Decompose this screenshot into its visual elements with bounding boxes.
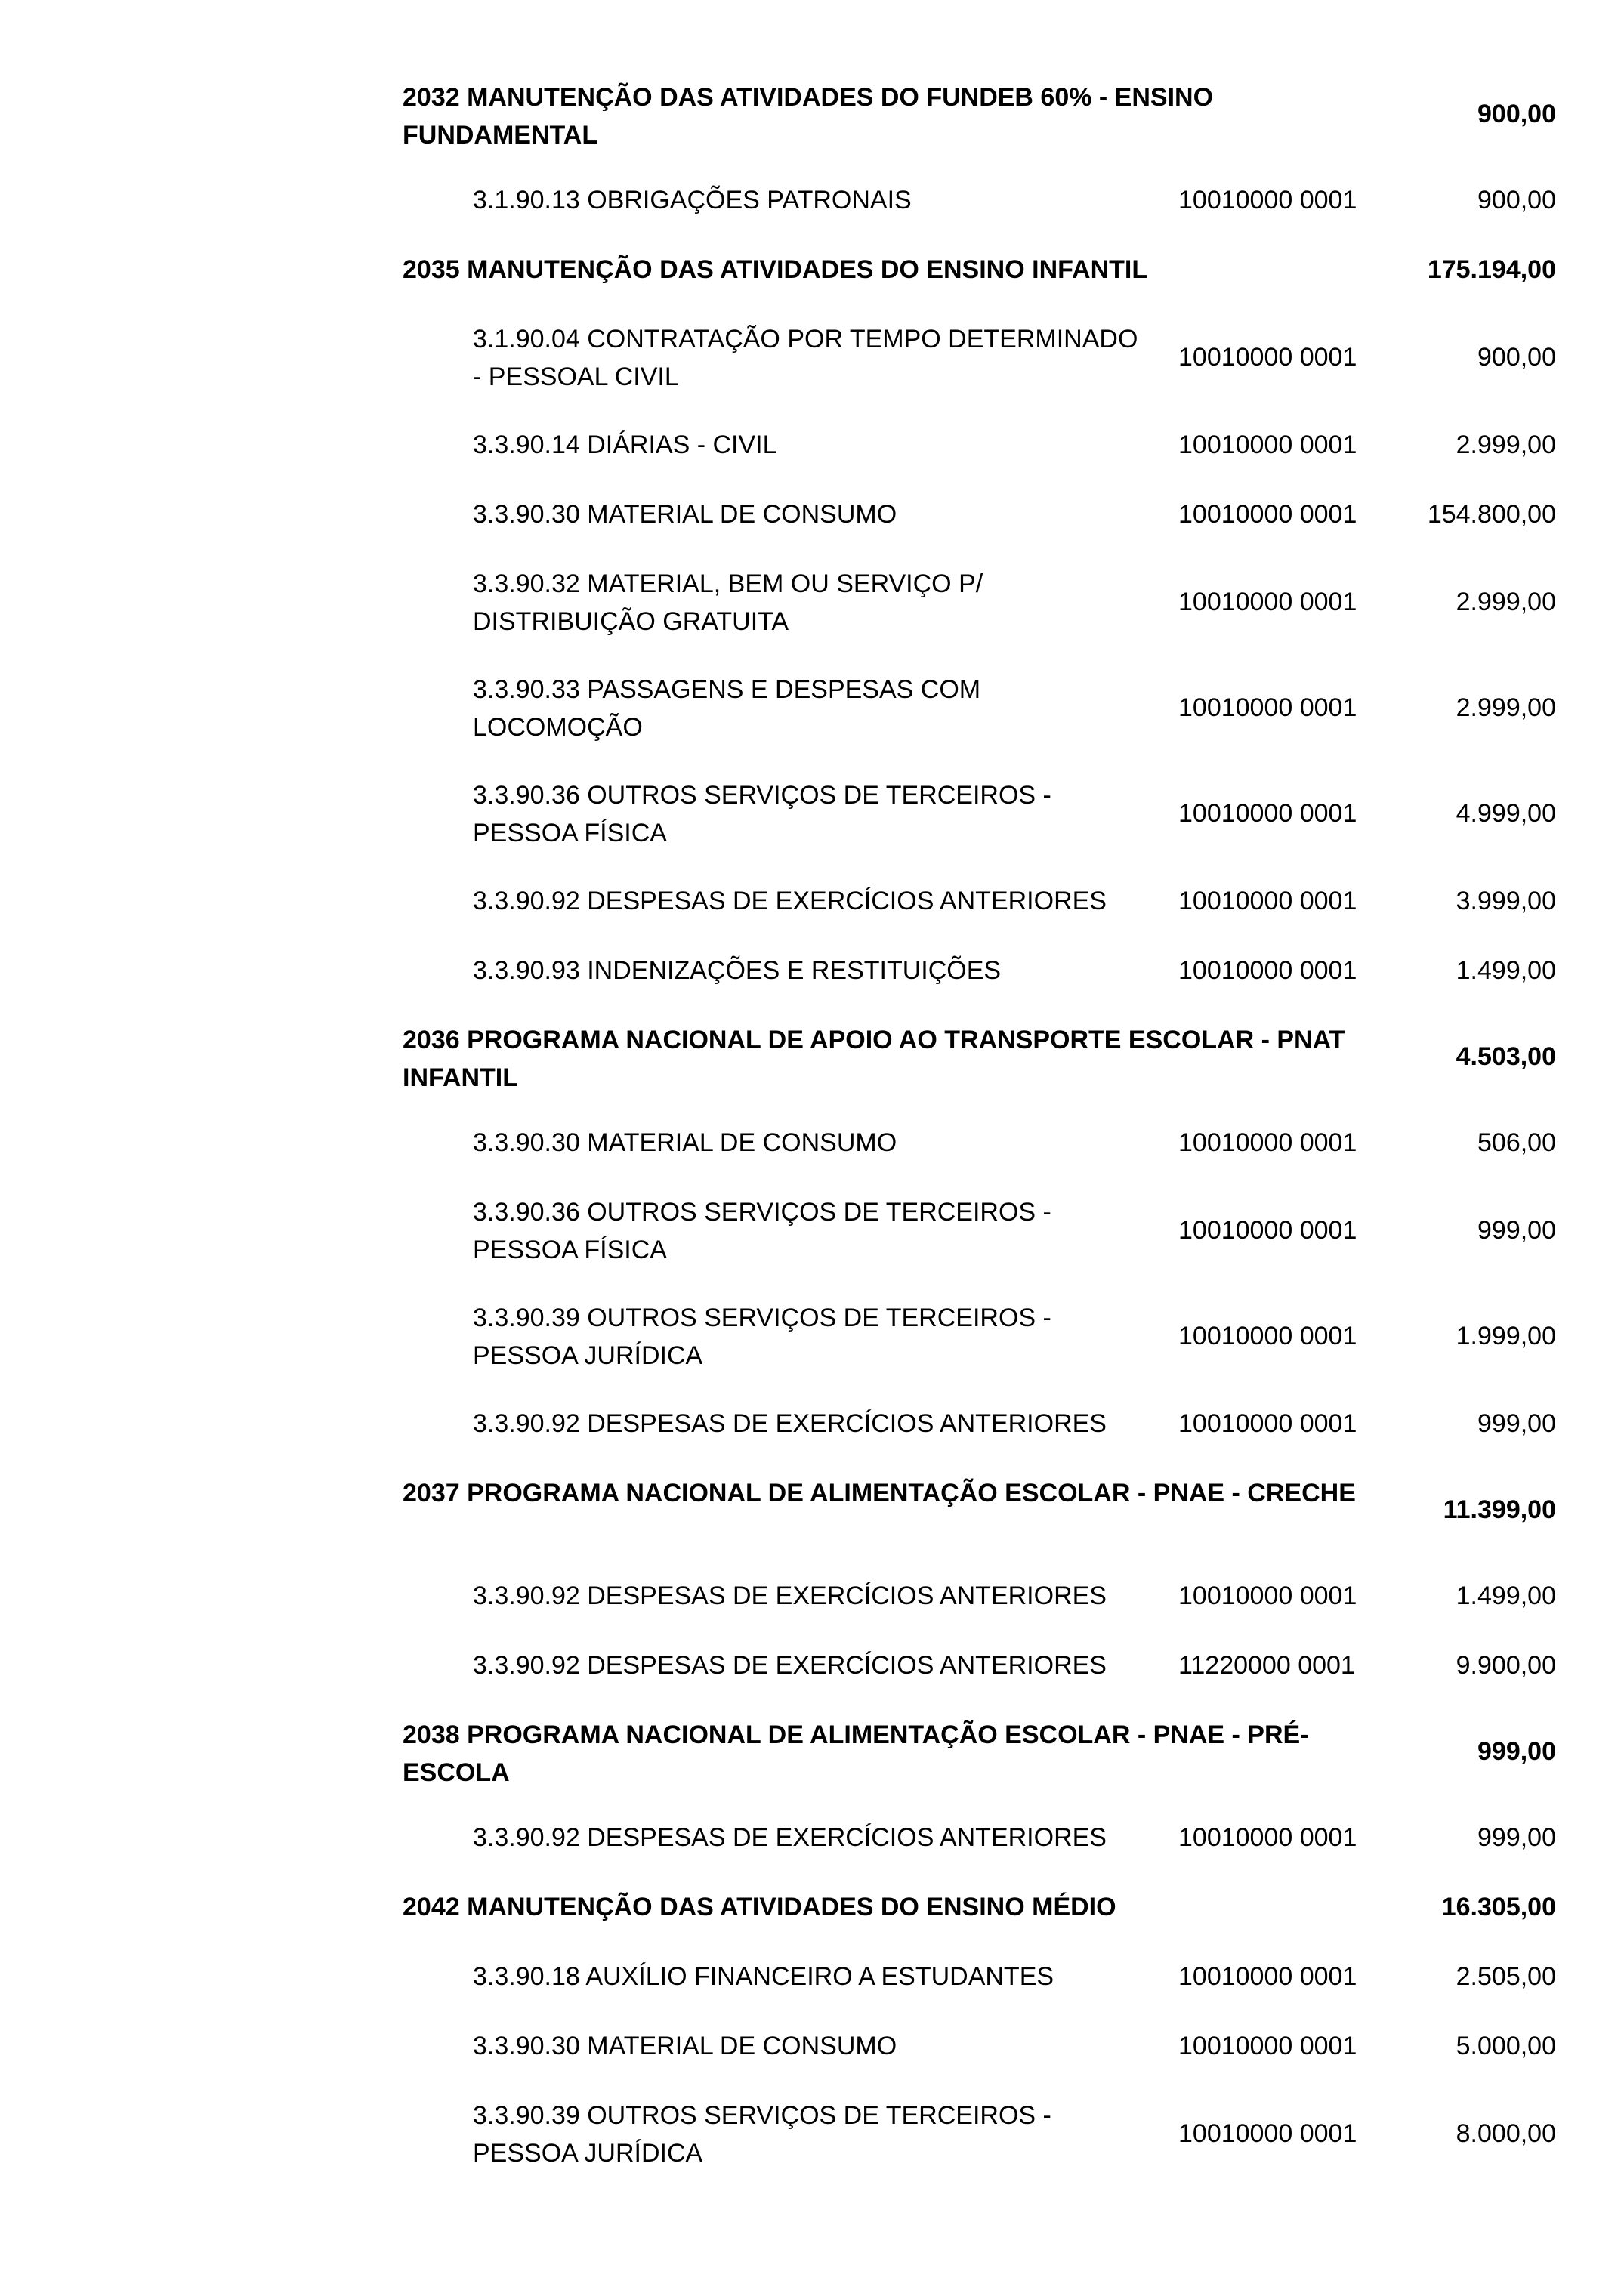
resource-source: 10010000 0001 — [1178, 588, 1357, 616]
expense-row — [0, 770, 1624, 876]
expense-description: 3.3.90.39 OUTROS SERVIÇOS DE TERCEIROS - PESSOA JURÍDICA — [473, 2101, 1051, 2168]
expense-description: 3.3.90.30 MATERIAL DE CONSUMO — [473, 2032, 897, 2060]
action-total: 900,00 — [1477, 100, 1556, 128]
resource-source: 10010000 0001 — [1178, 799, 1357, 828]
action-total: 4.503,00 — [1456, 1042, 1556, 1071]
expense-row — [0, 489, 1624, 559]
action-title: 2032 MANUTENÇÃO DAS ATIVIDADES DO FUNDEB 60% - ENSINO FUNDAMENTAL — [403, 83, 1214, 150]
action-header — [0, 1882, 1624, 1952]
expense-amount: 2.999,00 — [1456, 430, 1556, 459]
expense-amount: 1.999,00 — [1456, 1322, 1556, 1350]
expense-amount: 2.505,00 — [1456, 1962, 1556, 1991]
expense-row — [0, 420, 1624, 489]
action-total: 175.194,00 — [1427, 255, 1556, 284]
expense-row — [0, 1118, 1624, 1187]
expense-row — [0, 665, 1624, 770]
action-title: 2035 MANUTENÇÃO DAS ATIVIDADES DO ENSINO INFANTIL — [403, 255, 1148, 284]
expense-amount: 999,00 — [1477, 1216, 1556, 1245]
action-header — [0, 73, 1624, 175]
expense-amount: 900,00 — [1477, 186, 1556, 214]
resource-source: 11220000 0001 — [1178, 1651, 1355, 1680]
expense-description: 3.3.90.39 OUTROS SERVIÇOS DE TERCEIROS - PESSOA JURÍDICA — [473, 1304, 1051, 1370]
expense-description: 3.3.90.36 OUTROS SERVIÇOS DE TERCEIROS - PESSOA FÍSICA — [473, 781, 1051, 847]
expense-row — [0, 1952, 1624, 2021]
action-header — [0, 1015, 1624, 1118]
expense-amount: 9.900,00 — [1456, 1651, 1556, 1680]
expense-amount: 4.999,00 — [1456, 799, 1556, 828]
resource-source: 10010000 0001 — [1178, 1962, 1357, 1991]
expense-row — [0, 559, 1624, 665]
action-title: 2036 PROGRAMA NACIONAL DE APOIO AO TRANSPORTE ESCOLAR - PNAT INFANTIL — [403, 1026, 1345, 1092]
resource-source: 10010000 0001 — [1178, 887, 1357, 915]
resource-source: 10010000 0001 — [1178, 2119, 1357, 2148]
expense-row — [0, 1293, 1624, 1399]
expense-amount: 5.000,00 — [1456, 2032, 1556, 2060]
action-total: 16.305,00 — [1441, 1893, 1556, 1921]
expense-description: 3.3.90.92 DESPESAS DE EXERCÍCIOS ANTERIORES — [473, 1823, 1107, 1852]
expense-row — [0, 1399, 1624, 1468]
expense-row — [0, 1813, 1624, 1882]
expense-description: 3.3.90.32 MATERIAL, BEM OU SERVIÇO P/ DISTRIBUIÇÃO GRATUITA — [473, 569, 983, 636]
expense-description: 3.3.90.30 MATERIAL DE CONSUMO — [473, 500, 897, 529]
expense-description: 3.3.90.18 AUXÍLIO FINANCEIRO A ESTUDANTES — [473, 1962, 1054, 1991]
resource-source: 10010000 0001 — [1178, 430, 1357, 459]
action-title: 2038 PROGRAMA NACIONAL DE ALIMENTAÇÃO ESCOLAR - PNAE - PRÉ-ESCOLA — [403, 1720, 1309, 1787]
resource-source: 10010000 0001 — [1178, 343, 1357, 372]
resource-source: 10010000 0001 — [1178, 186, 1357, 214]
expense-description: 3.3.90.92 DESPESAS DE EXERCÍCIOS ANTERIORES — [473, 1651, 1107, 1680]
resource-source: 10010000 0001 — [1178, 693, 1357, 722]
action-header — [0, 1468, 1624, 1571]
expense-row — [0, 1187, 1624, 1293]
expense-amount: 8.000,00 — [1456, 2119, 1556, 2148]
resource-source: 10010000 0001 — [1178, 1823, 1357, 1852]
action-header — [0, 245, 1624, 314]
resource-source: 10010000 0001 — [1178, 1322, 1357, 1350]
action-total: 11.399,00 — [1443, 1495, 1556, 1524]
expense-row — [0, 314, 1624, 420]
resource-source: 10010000 0001 — [1178, 500, 1357, 529]
expense-description: 3.3.90.92 DESPESAS DE EXERCÍCIOS ANTERIORES — [473, 1582, 1107, 1610]
action-header — [0, 1710, 1624, 1813]
action-title: 2042 MANUTENÇÃO DAS ATIVIDADES DO ENSINO MÉDIO — [403, 1893, 1116, 1921]
expense-amount: 1.499,00 — [1456, 1582, 1556, 1610]
expense-description: 3.3.90.14 DIÁRIAS - CIVIL — [473, 430, 777, 459]
budget-document — [0, 73, 1624, 2196]
expense-description: 3.3.90.36 OUTROS SERVIÇOS DE TERCEIROS - PESSOA FÍSICA — [473, 1198, 1051, 1264]
expense-amount: 1.499,00 — [1456, 956, 1556, 985]
expense-amount: 2.999,00 — [1456, 693, 1556, 722]
action-title: 2037 PROGRAMA NACIONAL DE ALIMENTAÇÃO ESCOLAR - PNAE - CRECHE — [403, 1479, 1356, 1508]
expense-description: 3.3.90.33 PASSAGENS E DESPESAS COM LOCOMOÇÃO — [473, 675, 981, 742]
expense-amount: 2.999,00 — [1456, 588, 1556, 616]
action-total: 999,00 — [1477, 1737, 1556, 1766]
expense-row — [0, 175, 1624, 245]
expense-description: 3.1.90.13 OBRIGAÇÕES PATRONAIS — [473, 186, 912, 214]
resource-source: 10010000 0001 — [1178, 956, 1357, 985]
expense-row — [0, 2021, 1624, 2091]
expense-row — [0, 2091, 1624, 2196]
expense-amount: 3.999,00 — [1456, 887, 1556, 915]
resource-source: 10010000 0001 — [1178, 1216, 1357, 1245]
resource-source: 10010000 0001 — [1178, 2032, 1357, 2060]
resource-source: 10010000 0001 — [1178, 1582, 1357, 1610]
resource-source: 10010000 0001 — [1178, 1128, 1357, 1157]
expense-description: 3.3.90.92 DESPESAS DE EXERCÍCIOS ANTERIORES — [473, 887, 1107, 915]
resource-source: 10010000 0001 — [1178, 1409, 1357, 1438]
expense-amount: 999,00 — [1477, 1409, 1556, 1438]
expense-description: 3.3.90.92 DESPESAS DE EXERCÍCIOS ANTERIORES — [473, 1409, 1107, 1438]
expense-amount: 999,00 — [1477, 1823, 1556, 1852]
expense-row — [0, 946, 1624, 1015]
expense-row — [0, 1571, 1624, 1640]
expense-description: 3.3.90.30 MATERIAL DE CONSUMO — [473, 1128, 897, 1157]
expense-description: 3.1.90.04 CONTRATAÇÃO POR TEMPO DETERMINADO - PESSOAL CIVIL — [473, 325, 1138, 391]
expense-row — [0, 1640, 1624, 1710]
expense-row — [0, 876, 1624, 946]
expense-amount: 900,00 — [1477, 343, 1556, 372]
expense-amount: 154.800,00 — [1427, 500, 1556, 529]
expense-amount: 506,00 — [1477, 1128, 1556, 1157]
expense-description: 3.3.90.93 INDENIZAÇÕES E RESTITUIÇÕES — [473, 956, 1002, 985]
